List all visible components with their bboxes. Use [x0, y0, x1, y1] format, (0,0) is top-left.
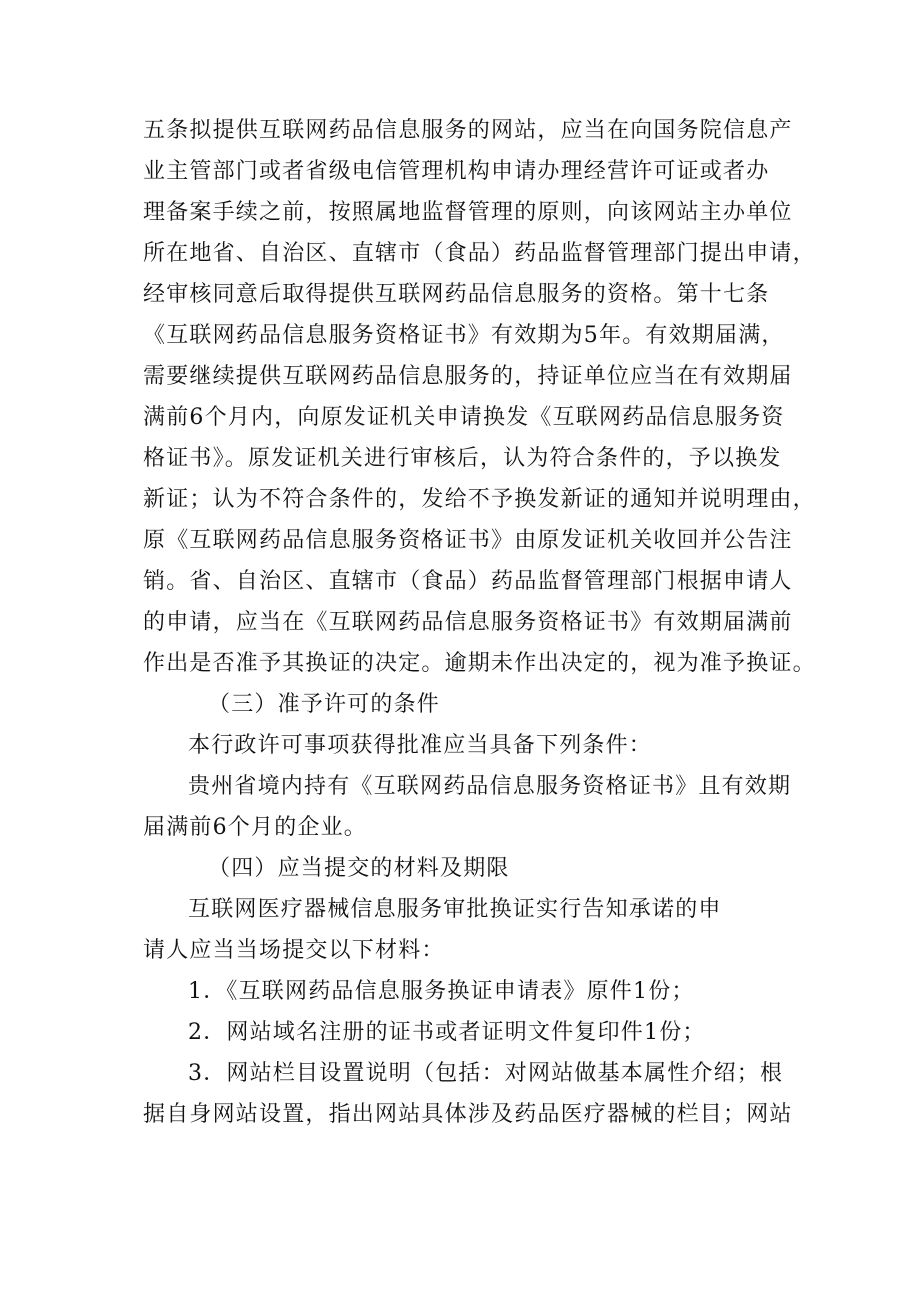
text-line: 销。省、自治区、直辖市（食品）药品监督管理部门根据申请人 — [143, 569, 793, 594]
text-line: 五条拟提供互联网药品信息服务的网站，应当在向国务院信息产 — [143, 118, 793, 143]
section-heading: （四）应当提交的材料及期限 — [208, 856, 510, 881]
text-line: 贵州省境内持有《互联网药品信息服务资格证书》且有效期 — [188, 774, 792, 799]
section-heading: （三）准予许可的条件 — [208, 692, 441, 717]
text-line: 作出是否准予其换证的决定。逾期未作出决定的，视为准予换证。 — [143, 651, 816, 676]
text-line: 所在地省、自治区、直辖市（食品）药品监督管理部门提出申请， — [143, 241, 816, 266]
text-line: 满前6个月内，向原发证机关申请换发《互联网药品信息服务资 — [143, 405, 785, 430]
text-line: 的申请，应当在《互联网药品信息服务资格证书》有效期届满前 — [143, 610, 793, 635]
text-line: 请人应当当场提交以下材料： — [143, 938, 445, 963]
text-line: 需要继续提供互联网药品信息服务的，持证单位应当在有效期届 — [143, 364, 793, 389]
text-line: 本行政许可事项获得批准应当具备下列条件： — [188, 733, 653, 758]
text-line: 理备案手续之前，按照属地监督管理的原则，向该网站主办单位 — [143, 200, 793, 225]
text-line: 互联网医疗器械信息服务审批换证实行告知承诺的申 — [188, 897, 722, 922]
list-item: 3．网站栏目设置说明（包括：对网站做基本属性介绍；根 — [188, 1061, 784, 1086]
text-line: 业主管部门或者省级电信管理机构申请办理经营许可证或者办 — [143, 159, 770, 184]
list-item: 1．《互联网药品信息服务换证申请表》原件1份； — [188, 979, 695, 1004]
text-line: 届满前6个月的企业。 — [143, 815, 367, 840]
text-line: 经审核同意后取得提供互联网药品信息服务的资格。第十七条 — [143, 282, 770, 307]
text-line: 格证书》。原发证机关进行审核后，认为符合条件的，予以换发 — [143, 446, 782, 471]
text-line: 新证；认为不符合条件的，发给不予换发新证的通知并说明理由， — [143, 487, 816, 512]
text-line: 原《互联网药品信息服务资格证书》由原发证机关收回并公告注 — [143, 528, 793, 553]
text-line: 《互联网药品信息服务资格证书》有效期为5年。有效期届满， — [143, 323, 785, 348]
list-item: 2．网站域名注册的证书或者证明文件复印件1份； — [188, 1020, 706, 1045]
text-line: 据自身网站设置，指出网站具体涉及药品医疗器械的栏目；网站 — [143, 1102, 793, 1127]
